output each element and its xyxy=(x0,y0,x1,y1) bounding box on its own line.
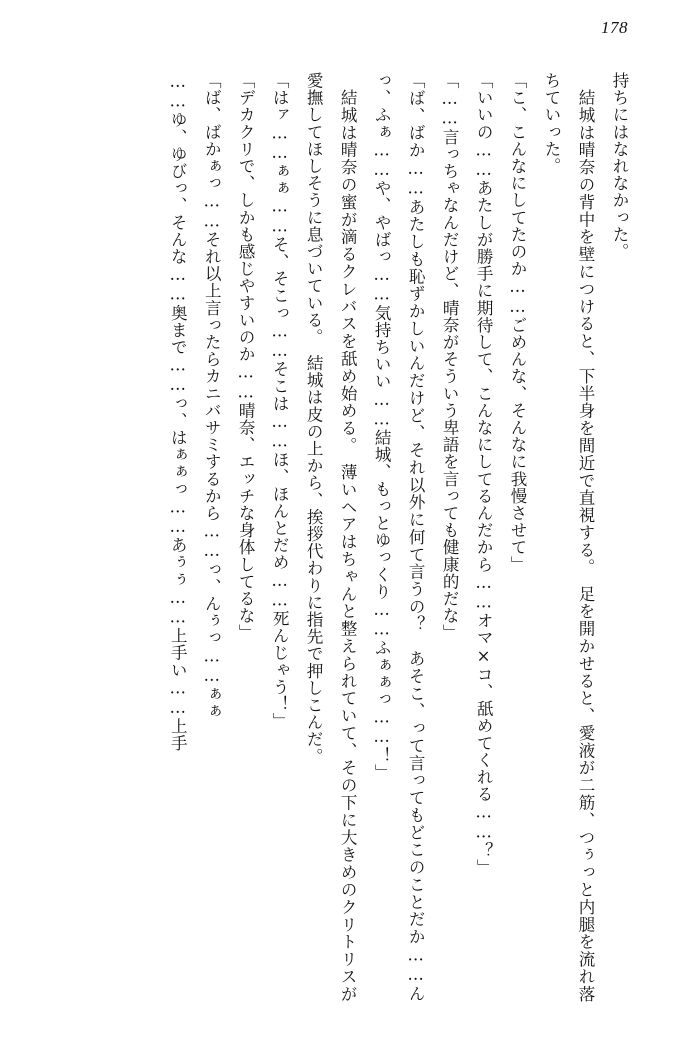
paragraph: 「ば、ばかぁっ……それ以上言ったらカニバサミするから……っ、んぅっ……ぁぁ xyxy=(202,72,222,720)
paragraph: 「いいの……あたしが勝手に期待して、こんなにしてるんだから……オマ×コ、舐めてくれる……？」 xyxy=(474,72,494,877)
vertical-text-body xyxy=(40,72,636,1002)
paragraph: 持ちにはなれなかった。 xyxy=(610,72,629,261)
paragraph: 「デカクリで、しかも感じやすいのか……晴奈、エッチな身体してるな」 xyxy=(236,72,256,642)
page-number: 178 xyxy=(601,18,628,37)
paragraph: 「ば、ばか……あたしも恥ずかしいんだけど、それ以外に何て言うの？ あそこ、って言ってもどこのことだか……んっ、ふぁ……や、やばっ……気持ちいい……結城、もっとゆっくり……ふぁぁっ……！」 xyxy=(372,72,426,1002)
paragraph: 「……言っちゃなんだけど、晴奈がそういう卑語を言っても健康的だな」 xyxy=(440,72,460,642)
paragraph: 結城は晴奈の背中を壁につけると、下半身を間近で直視する。 足を開かせると、愛液が二筋、つぅっと内腿を流れ落ちていった。 xyxy=(542,72,596,1002)
paragraph: ……ゆ、ゆびっ、そんな……奥まで……っ、はぁぁっ……あぅぅ……上手い……上手 xyxy=(168,72,188,752)
paragraph: 結城は晴奈の蜜が滴るクレバスを舐め始める。 薄いヘアはちゃんと整えられていて、その下に大きめのクリトリスが愛撫してほしそうに息づいている。 結城は皮の上から、挨拶代わりに指先で押しこんだ。 xyxy=(304,72,358,1002)
paragraph: 「はァ……ぁぁ……そ、そこっ……そこは……ほ、ほんとだめ……死んじゃう！」 xyxy=(270,72,290,730)
paragraph: 「こ、こんなにしてたのか……ごめんな、そんなに我慢させて」 xyxy=(508,72,528,573)
